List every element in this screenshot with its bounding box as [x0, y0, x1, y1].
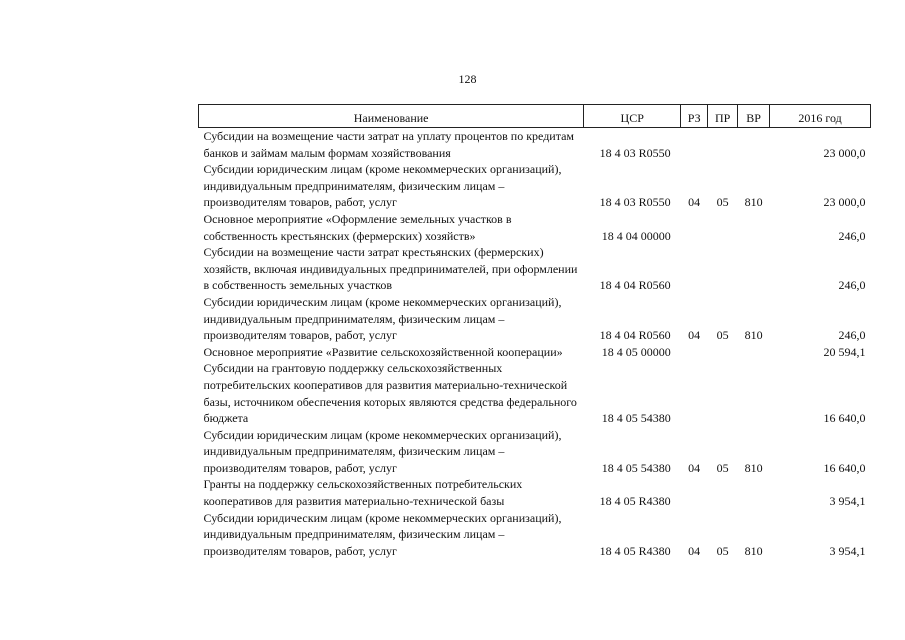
row-vr	[738, 244, 770, 294]
header-name: Наименование	[199, 105, 584, 128]
row-rz	[681, 244, 708, 294]
table-row	[199, 244, 871, 294]
row-csr: 18 4 05 00000	[601, 344, 671, 359]
row-rz	[681, 360, 708, 426]
row-pr	[708, 476, 738, 509]
row-amount: 3 954,1	[829, 543, 866, 558]
row-name: Субсидии юридическим лицам (кроме некоммерческих организаций), индивидуальным предпринимателям, физическим лицам – производителям товаров, работ, услуг	[203, 427, 562, 475]
row-csr: 18 4 04 R0560	[599, 328, 671, 343]
row-vr	[738, 476, 770, 509]
row-name: Субсидии на грантовую поддержку сельскохозяйственных потребительских кооперативов для развития материально-технической базы, источником обеспечения которых являются средства федерального бюджета	[203, 361, 577, 426]
row-csr: 18 4 05 R4380	[599, 494, 671, 509]
row-csr: 18 4 05 54380	[601, 460, 671, 475]
row-amount: 16 640,0	[823, 460, 866, 475]
row-pr: 05	[716, 328, 729, 343]
table-row	[199, 360, 871, 426]
table-row	[199, 294, 871, 344]
row-amount: 16 640,0	[823, 411, 866, 426]
table-row	[199, 211, 871, 244]
row-rz	[681, 344, 708, 361]
header-csr: ЦСР	[584, 105, 681, 128]
row-amount: 20 594,1	[823, 344, 866, 359]
table-row	[199, 510, 871, 560]
table-row	[199, 427, 871, 477]
row-name: Субсидии на возмещение части затрат на уплату процентов по кредитам банков и займам малым формам хозяйствования	[203, 129, 575, 160]
row-vr	[738, 360, 770, 426]
row-vr: 810	[744, 543, 763, 558]
row-pr	[708, 211, 738, 244]
row-rz	[681, 128, 708, 162]
page-number: 128	[458, 72, 477, 86]
row-pr	[708, 244, 738, 294]
row-rz	[681, 211, 708, 244]
table-header	[199, 105, 871, 128]
row-amount: 23 000,0	[823, 145, 866, 160]
row-pr: 05	[716, 195, 729, 210]
row-name: Основное мероприятие «Оформление земельных участков в собственность крестьянских (фермерских) хозяйств»	[203, 211, 512, 243]
row-vr: 810	[744, 328, 763, 343]
row-vr	[738, 344, 770, 361]
row-pr	[708, 128, 738, 162]
row-rz	[681, 476, 708, 509]
header-year: 2016 год	[770, 105, 871, 128]
row-name: Субсидии юридическим лицам (кроме некоммерческих организаций), индивидуальным предпринимателям, физическим лицам – производителям товаров, работ, услуг	[203, 294, 562, 343]
row-csr: 18 4 04 00000	[601, 228, 671, 243]
header-rz: РЗ	[681, 105, 708, 128]
row-pr: 05	[716, 543, 729, 558]
row-amount: 246,0	[838, 228, 866, 243]
row-rz: 04	[688, 543, 701, 558]
header-pr: ПР	[708, 105, 738, 128]
row-pr	[708, 344, 738, 361]
row-amount: 246,0	[838, 278, 866, 293]
row-vr: 810	[744, 460, 763, 475]
row-rz: 04	[688, 460, 701, 475]
row-amount: 3 954,1	[829, 494, 866, 509]
row-pr: 05	[716, 460, 729, 475]
row-vr: 810	[744, 195, 763, 210]
row-csr: 18 4 04 R0560	[599, 278, 671, 293]
row-csr: 18 4 05 R4380	[599, 543, 671, 558]
header-row	[199, 105, 871, 128]
row-name: Гранты на поддержку сельскохозяйственных потребительских кооперативов для развития материально-технической базы	[203, 477, 523, 509]
row-name: Основное мероприятие «Развитие сельскохозяйственной кооперации»	[203, 344, 563, 359]
table-row	[199, 128, 871, 162]
header-vr: ВР	[738, 105, 770, 128]
row-name: Субсидии юридическим лицам (кроме некоммерческих организаций), индивидуальным предпринимателям, физическим лицам – производителям товаров, работ, услуг	[203, 510, 562, 558]
budget-table	[198, 104, 871, 559]
row-csr: 18 4 03 R0550	[599, 145, 671, 160]
row-pr	[708, 360, 738, 426]
row-rz: 04	[688, 195, 701, 210]
table-body	[199, 128, 871, 560]
row-rz: 04	[688, 328, 701, 343]
row-amount: 23 000,0	[823, 195, 866, 210]
table-row	[199, 476, 871, 509]
table-row	[199, 161, 871, 211]
row-name: Субсидии на возмещение части затрат крестьянских (фермерских) хозяйств, включая индивидуальных предпринимателей, при оформлении в собственность земельных участков	[203, 245, 578, 293]
row-name: Субсидии юридическим лицам (кроме некоммерческих организаций), индивидуальным предпринимателям, физическим лицам – производителям товаров, работ, услуг	[203, 162, 562, 210]
table-row	[199, 344, 871, 361]
row-csr: 18 4 05 54380	[601, 411, 671, 426]
row-vr	[738, 211, 770, 244]
row-csr: 18 4 03 R0550	[599, 195, 671, 210]
row-vr	[738, 128, 770, 162]
row-amount: 246,0	[838, 328, 866, 343]
